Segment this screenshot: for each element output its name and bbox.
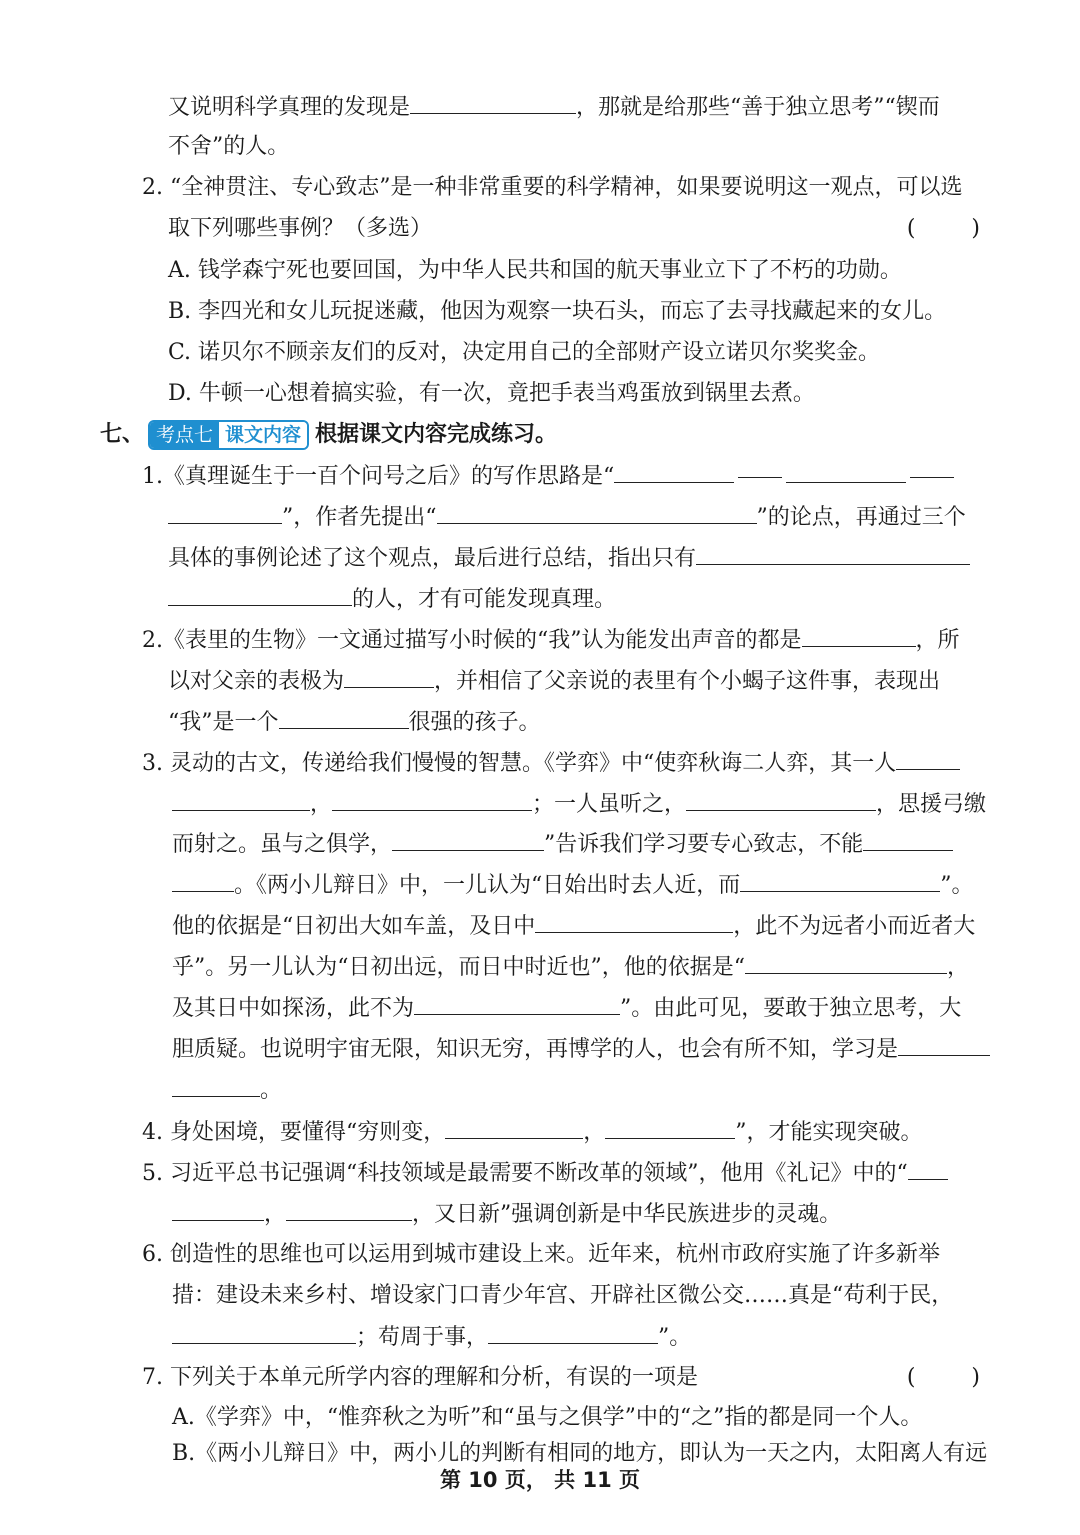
item-text: ；苟周于事，: [356, 1325, 489, 1350]
answer-blank[interactable]: [605, 1114, 735, 1139]
item-2: [142, 622, 960, 658]
item-7: [142, 1360, 698, 1396]
item-text: ”，才能实现突破。: [735, 1120, 923, 1145]
item-text: 7. 下列关于本单元所学内容的理解和分析，有误的一项是: [142, 1365, 698, 1390]
item-text: 乎”。另一儿认为“日初出远，而日中时近也”，他的依据是“: [172, 955, 745, 980]
text-line: [168, 581, 616, 617]
answer-blank[interactable]: [172, 1319, 356, 1344]
text-line: [172, 1072, 282, 1108]
item-text: ，思援弓缴: [876, 792, 987, 817]
option-b: [168, 294, 946, 330]
item-text: ”。: [658, 1325, 692, 1350]
item-4: [142, 1114, 923, 1150]
option-text: A. 钱学森宁死也要回国，为中华人民共和国的航天事业立下了不朽的功勋。: [168, 258, 902, 283]
answer-blank[interactable]: [614, 458, 734, 483]
item-text: ，: [310, 792, 333, 817]
option-text: D. 牛顿一心想着搞实验，有一次，竟把手表当鸡蛋放到锅里去煮。: [168, 381, 815, 406]
answer-blank[interactable]: [786, 458, 906, 483]
answer-blank[interactable]: [172, 867, 234, 892]
text: 又说明科学真理的发现是: [168, 95, 411, 120]
item-text: ，又日新”强调创新是中华民族进步的灵魂。: [412, 1202, 842, 1227]
answer-blank[interactable]: [168, 499, 282, 524]
question-text: 2. “全神贯注、专心致志”是一种非常重要的科学精神，如果要说明这一观点，可以选: [142, 175, 963, 200]
answer-blank[interactable]: [172, 1072, 260, 1097]
item-text: “我”是一个: [168, 710, 279, 735]
item-text: ”。由此可见，要敢于独立思考，大: [620, 996, 962, 1021]
option-c: [168, 335, 880, 371]
section-title: 根据课文内容完成练习。: [315, 422, 558, 447]
item-text: 及其日中如探汤，此不为: [172, 996, 415, 1021]
answer-blank[interactable]: [437, 499, 757, 524]
dash: [738, 477, 782, 478]
item-text: ”，作者先提出“: [282, 505, 437, 530]
text: ，那就是给那些“善于独立思考”“锲而: [576, 95, 940, 120]
answer-blank[interactable]: [286, 1196, 412, 1221]
item-text: ”告诉我们学习要专心致志，不能: [544, 832, 864, 857]
text-line: [172, 990, 961, 1026]
dash: [910, 477, 954, 478]
item-text: 的人，才有可能发现真理。: [352, 587, 617, 612]
item-text: ；一人虽听之，: [532, 792, 687, 817]
section-number: 七、: [100, 421, 145, 447]
text-line: [168, 499, 966, 535]
option-a: [172, 1400, 922, 1436]
answer-blank[interactable]: [898, 1031, 990, 1056]
paren-close: ): [971, 1365, 980, 1390]
badge-label: 课文内容: [219, 422, 307, 448]
answer-blank[interactable]: [696, 540, 970, 565]
item-text: ，: [583, 1120, 606, 1145]
text-line: [172, 908, 975, 944]
text-line: [168, 89, 940, 125]
text-line: [168, 540, 970, 576]
text-line: [172, 949, 969, 985]
answer-blank[interactable]: [488, 1319, 658, 1344]
item-text: 。: [260, 1078, 283, 1103]
answer-blank[interactable]: [802, 622, 916, 647]
option-text: A.《学弈》中，“惟弈秋之为听”和“虽与之俱学”中的“之”指的都是同一个人。: [172, 1405, 923, 1430]
item-6: [142, 1237, 940, 1273]
answer-blank[interactable]: [535, 908, 733, 933]
answer-blank[interactable]: [410, 89, 576, 114]
badge-label: 考点七: [150, 422, 219, 448]
page-number: 第 10 页， 共 11 页: [439, 1468, 640, 1492]
text-line: [168, 704, 541, 740]
answer-blank[interactable]: [896, 745, 960, 770]
text-line: [172, 826, 953, 862]
item-text: 而射之。虽与之俱学，: [172, 832, 393, 857]
answer-blank[interactable]: [863, 826, 953, 851]
text: 不舍”的人。: [168, 134, 290, 159]
item-text: 很强的孩子。: [408, 710, 541, 735]
text-line: [172, 1278, 953, 1314]
item-5: [142, 1155, 948, 1191]
option-text: B. 李四光和女儿玩捉迷藏，他因为观察一块石头，而忘了去寻找藏起来的女儿。: [168, 299, 947, 324]
item-text: 措：建设未来乡村、增设家门口青少年宫、开辟社区微公交……真是“苟利于民，: [172, 1283, 954, 1308]
paren-close: ): [971, 216, 980, 241]
topic-badge: [148, 420, 309, 450]
item-text: 他的依据是“日初出大如车盖，及日中: [172, 914, 536, 939]
item-1: [142, 458, 958, 494]
answer-blank[interactable]: [686, 786, 876, 811]
item-text: 胆质疑。也说明宇宙无限，知识无穷，再博学的人，也会有所不知，学习是: [172, 1037, 899, 1062]
answer-blank[interactable]: [392, 826, 544, 851]
item-text: 3. 灵动的古文，传递给我们慢慢的智慧。《学弈》中“使弈秋诲二人弈，其一人: [142, 751, 897, 776]
item-3: [142, 745, 960, 781]
text-line: [172, 1196, 841, 1232]
answer-blank[interactable]: [908, 1155, 948, 1180]
text-line: [172, 1319, 691, 1355]
answer-blank[interactable]: [332, 786, 532, 811]
item-text: 具体的事例论述了这个观点，最后进行总结，指出只有: [168, 546, 697, 571]
item-text: ，: [947, 955, 970, 980]
answer-blank[interactable]: [414, 990, 620, 1015]
answer-blank[interactable]: [172, 786, 310, 811]
question-text: 取下列哪些事例？（多选）: [168, 216, 433, 241]
item-text: ，并相信了父亲说的表里有个小蝎子这件事，表现出: [434, 669, 941, 694]
paren-open: (: [906, 216, 916, 241]
option-d: [168, 376, 815, 412]
answer-blank[interactable]: [168, 581, 352, 606]
item-text: ，此不为远者小而近者大: [733, 914, 976, 939]
item-text: ”的论点，再通过三个: [756, 505, 966, 530]
answer-blank[interactable]: [740, 867, 940, 892]
item-text: 6. 创造性的思维也可以运用到城市建设上来。近年来，杭州市政府实施了许多新举: [142, 1242, 940, 1267]
text-line: [172, 1031, 990, 1067]
item-text: 5. 习近平总书记强调“科技领域是最需要不断改革的领域”，他用《礼记》中的“: [142, 1161, 908, 1186]
item-text: 以对父亲的表极为: [168, 669, 345, 694]
item-text: 4. 身处困境，要懂得“穷则变，: [142, 1120, 446, 1145]
item-text: ，: [264, 1202, 287, 1227]
item-text: 1.《真理诞生于一百个问号之后》的写作思路是“: [142, 464, 615, 489]
paren-open: (: [906, 1365, 916, 1390]
item-text: 。《两小儿辩日》中，一儿认为“日始出时去人近，而: [234, 873, 741, 898]
section-heading: [100, 416, 557, 452]
answer-blank[interactable]: [279, 704, 409, 729]
item-text: 2.《表里的生物》一文通过描写小时候的“我”认为能发出声音的都是: [142, 628, 802, 653]
answer-paren[interactable]: [907, 211, 980, 247]
text-line: [172, 867, 974, 903]
answer-blank[interactable]: [172, 1196, 264, 1221]
answer-blank[interactable]: [344, 663, 434, 688]
option-text: C. 诺贝尔不顾亲友们的反对，决定用自己的全部财产设立诺贝尔奖奖金。: [168, 340, 881, 365]
option-text: B.《两小儿辩日》中，两小儿的判断有相同的地方，即认为一天之内，太阳离人有远: [172, 1441, 988, 1466]
answer-paren[interactable]: [907, 1360, 980, 1396]
answer-blank[interactable]: [445, 1114, 583, 1139]
text-line: [168, 663, 940, 699]
question-2: [142, 170, 962, 206]
item-text: ，所: [915, 628, 960, 653]
text-line: [168, 211, 432, 247]
text-line: [168, 129, 289, 165]
answer-blank[interactable]: [745, 949, 947, 974]
option-a: [168, 253, 902, 289]
item-text: ”。: [940, 873, 974, 898]
text-line: [172, 786, 986, 822]
